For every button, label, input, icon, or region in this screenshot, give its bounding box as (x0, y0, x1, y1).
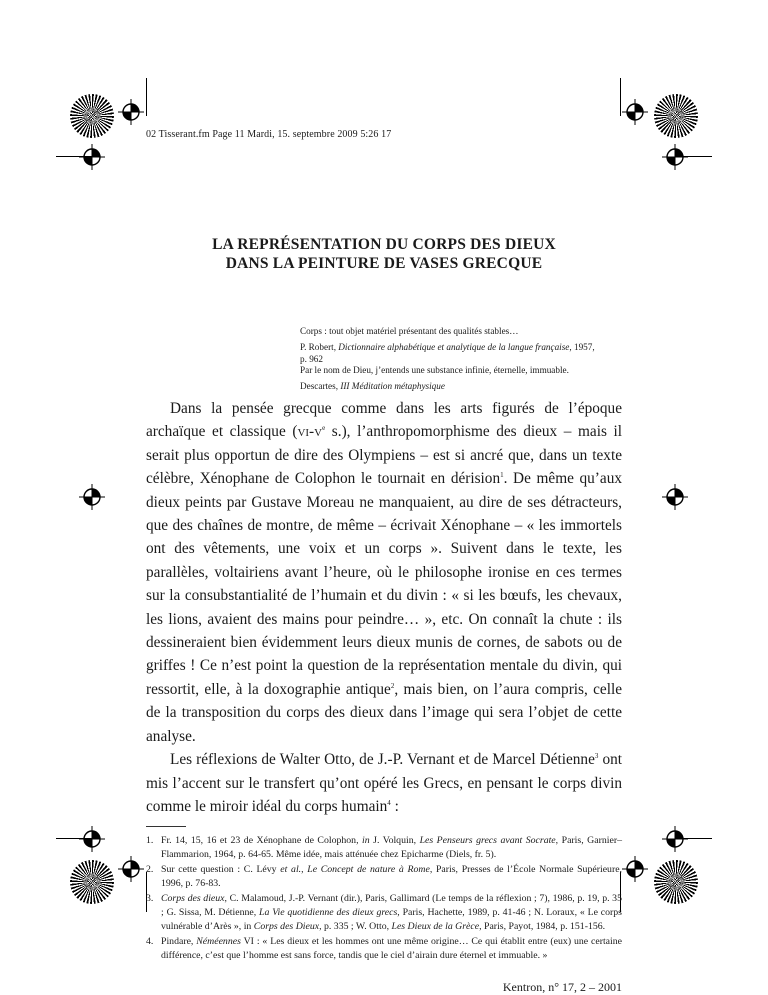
footnote-ref[interactable]: 2 (390, 681, 395, 690)
epigraph-quote: Par le nom de Dieu, j’entends une substance infinie, éternelle, immuable. (300, 365, 569, 375)
footnote-divider (146, 826, 186, 827)
epigraph-2 (300, 364, 600, 392)
footnote-ref[interactable]: 4 (387, 798, 391, 807)
footnote-ref[interactable]: 1 (500, 471, 504, 480)
paragraph-1: Dans la pensée grecque comme dans les arts figurés de l’époque archaïque et classique ($vi-v^e$ s.), l’anthropomorphisme des dieux – mais il serait plus opportun de dire des Olympiens – est si ancré que, dans un texte célèbre, Xénophane de Colophon le tournait en dérision$^1$. De même qu’aux dieux peints par Gustave Moreau ne manquaient, au dire de ses détracteurs, que des chaînes de montre, de même – écrivait Xénophane – « les immortels ont des vêtements, une voix et un corps ». Suivent dans le texte, les parallèles, voltairiens avant l’heure, où le philosophe ironise en ces termes sur la consubstantialité de l’humain et du divin : « si les bœufs, les chevaux, les lions, avaient des mains pour peindre… », etc. On connaît la chute : ils dessineraient bien évidemment leurs dieux munis de cornes, de sabots ou de griffes ! Ce n’est point la question de la représentation mentale du divin, qui ressortit, elle, à la doxographie antique$^2$, mais bien, on l’aura compris, celle de la transposition du corps des dieux dans l’image qui sera l’objet de cette analyse. (146, 400, 623, 745)
crop-mark (56, 838, 92, 839)
registration-mark-icon (662, 826, 688, 852)
registration-mark-icon (118, 856, 144, 882)
crop-mark (56, 156, 92, 157)
footnote-2: 2. Sur cette question : C. Lévy et al., Le Concept de nature à Rome, Paris, Presses de l’École Normale Supérieure, 1996, p. 76-83. (146, 863, 622, 890)
registration-mark-icon (622, 99, 648, 125)
footnote-ref[interactable]: 3 (594, 752, 599, 760)
epigraph-quote: Corps : tout objet matériel présentant des qualités stables… (300, 326, 519, 336)
registration-mark-icon (79, 484, 105, 510)
starburst-target-icon (654, 860, 698, 904)
starburst-target-icon (70, 94, 114, 138)
crop-mark (676, 838, 712, 839)
footnote-3: 3. Corps des dieux, C. Malamoud, J.-P. Vernant (dir.), Paris, Gallimard (Le temps de la réflexion ; 7), 1986, p. 19, p. 35 ; G. Sissa, M. Détienne, La Vie quotidienne des dieux grecs, Paris, Hachette, 1989, p. 41-46 ; N. Loraux, « Le corps vulnérable d’Arès », in Corps des Dieux, p. 335 ; W. Otto, Les Dieux de la Grèce, Paris, Payot, 1984, p. 151-156. (146, 892, 622, 933)
crop-mark (146, 78, 147, 116)
title-line-1: LA REPRÉSENTATION DU CORPS DES DIEUX (212, 236, 556, 253)
registration-mark-icon (662, 484, 688, 510)
title-line-2: DANS LA PEINTURE DE VASES GRECQUE (225, 255, 543, 272)
registration-mark-icon (622, 856, 648, 882)
file-slug: 02 Tisserant.fm Page 11 Mardi, 15. septembre 2009 5:26 17 (146, 129, 392, 140)
journal-footer: Kentron, n° 17, 2 – 2001 (502, 980, 622, 994)
page-title (0, 235, 768, 273)
crop-mark (676, 156, 712, 157)
starburst-target-icon (654, 94, 698, 138)
starburst-target-icon (70, 860, 114, 904)
footnote-4: 4. Pindare, Néméennes VI : « Les dieux et les hommes ont une même origine… Ce qui établit entre (eux) une certaine différence, c’est que l’homme est sans force, tandis que le ciel d’airain dure éternel et immuable. » (146, 935, 622, 962)
paragraph-2: Les réflexions de Walter Otto, de J.-P. Vernant et de Marcel Détienne$^3$ ont mis l’accent sur le transfert qu’ont opéré les Grecs, en pensant le corps divin comme le miroir idéal du corps humain$^4$ : (146, 751, 622, 815)
registration-mark-icon (662, 144, 688, 170)
epigraph-source: P. Robert, Dictionnaire alphabétique et analytique de la langue française, 1957, p. 962 (300, 342, 595, 364)
body-text (146, 397, 622, 818)
registration-mark-icon (79, 826, 105, 852)
epigraph-source: Descartes, III Méditation métaphysique (300, 381, 445, 391)
footnotes (146, 834, 622, 964)
footnote-1: 1. Fr. 14, 15, 16 et 23 de Xénophane de Colophon, in J. Volquin, Les Penseurs grecs avant Socrate, Paris, Garnier–Flammarion, 1964, p. 64-65. Même idée, mais atténuée chez Epicharme (Diels, fr. 5). (146, 835, 622, 861)
epigraph-1 (300, 325, 600, 365)
registration-mark-icon (79, 144, 105, 170)
registration-mark-icon (118, 99, 144, 125)
crop-mark (620, 78, 621, 116)
